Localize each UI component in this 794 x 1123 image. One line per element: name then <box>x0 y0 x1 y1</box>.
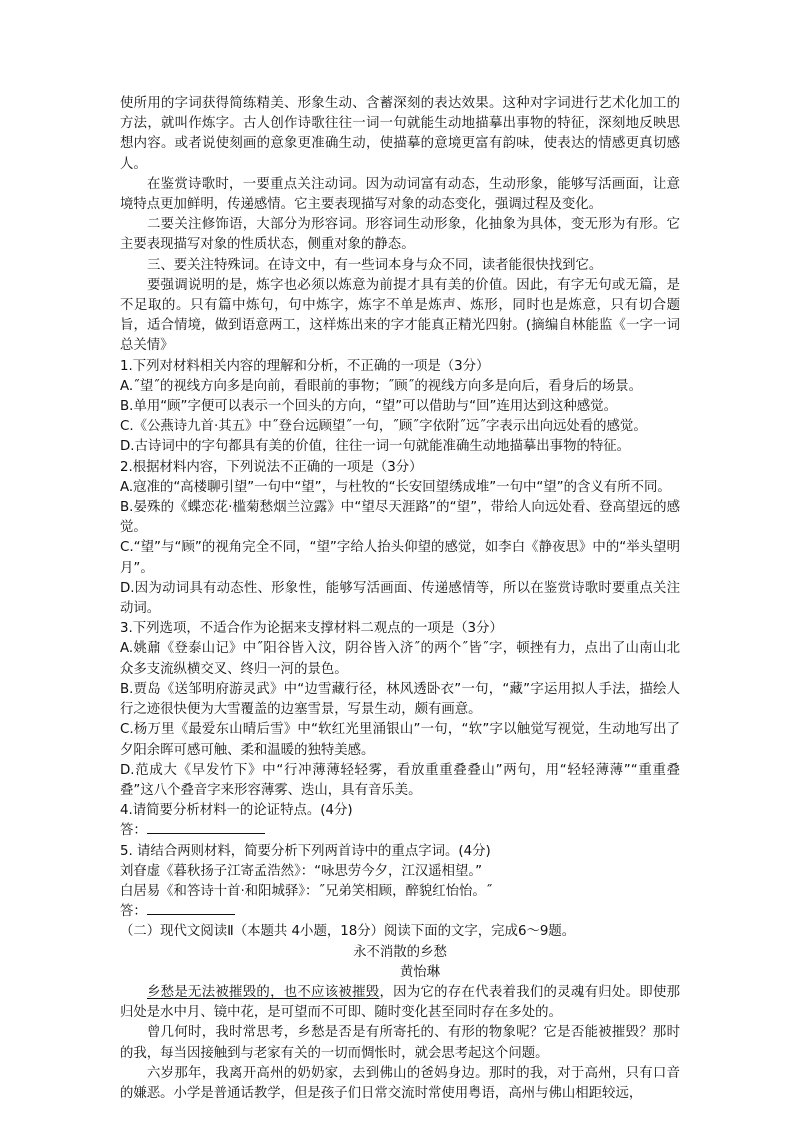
intro-paragraph-2: 在鉴赏诗歌时，一要重点关注动词。因为动词富有动态，生动形象，能够写活画面，让意境特点更加鲜明，传递感情。它主要表现描写对象的动态变化，强调过程及变化。 <box>120 176 680 213</box>
question-4-stem: 4.请简要分析材料一的论证特点。(4分) <box>120 803 353 819</box>
question-1-option-c: C.《公燕诗九首·其五》中˝登台远顾望˝一句，˝顾˝字依附˝远˝字表示出向远处看的感觉。 <box>120 419 647 435</box>
paragraph-text: ，因为它的存在代表着我们的灵魂有归处。即使那归处是水中月、镜中花，是可望而不可即、随时变化甚至同时存在多处的。 <box>120 984 681 1021</box>
question-2-option-d: D.因为动词具有动态性、形象性，能够写活画面、传递感情等，所以在鉴赏诗歌时要重点关注动词。 <box>120 580 680 617</box>
answer-label: 答： <box>120 823 147 839</box>
question-3-stem: 3.下列选项，不适合作为论据来支撑材料二观点的一项是（3分） <box>120 621 503 637</box>
section-2-header: （二）现代文阅读Ⅱ（本题共 4小题，18分）阅读下面的文字，完成6～9题。 <box>120 924 576 940</box>
question-4-answer-line <box>120 821 680 841</box>
intro-paragraph-1: 使所用的字词获得简练精美、形象生动、含蓄深刻的表达效果。这种对字词进行艺术化加工的方法，就叫作炼字。古人创作诗歌往往一词一句就能生动地描摹出事物的特征，深刻地反映思想内容。或者说使刻画的意象更准确生动，使描摹的意境更富有韵味，使表达的情感更真切感人。 <box>120 96 680 172</box>
document-page <box>120 94 680 1104</box>
question-3-option-c: C.杨万里《最爱东山晴后雪》中“软红光里涌银山”一句，“软”字以触觉写视觉，生动地写出了夕阳余晖可感可触、柔和温暖的独特美感。 <box>120 722 680 758</box>
question-5-poem-2: 白居易《和答诗十首·和阳城驿》：˝兄弟笑相顾，醉貌红怡怡。˝ <box>120 883 493 899</box>
article-paragraph-3: 六岁那年，我离开高州的奶奶家，去到佛山的爸妈身边。那时的我，对于高州，只有口音的嫌恶。小学是普通话教学，但是孩子们日常交流时常使用粤语，高州与佛山相距较远， <box>120 1065 680 1101</box>
question-2-option-b: B.晏殊的《蝶恋花·槛菊愁烟兰泣露》中“望尽天涯路”的“望”，带给人向远处看、登高望远的感觉。 <box>120 500 680 536</box>
question-2-stem: 2.根据材料内容，下列说法不正确的一项是（3分） <box>120 459 423 475</box>
underlined-sentence: 乡愁是无法被摧毁的，也不应该被摧毁 <box>147 984 380 1000</box>
question-1-option-a: A.˝望˝的视线方向多是向前，看眼前的事物；˝顾˝的视线方向多是向后，看身后的场景。 <box>120 378 643 394</box>
article-paragraph-1 <box>120 983 680 1023</box>
intro-paragraph-3: 二要关注修饰语，大部分为形容词。形容词生动形象，化抽象为具体，变无形为有形。它主要表现描写对象的性质状态，侧重对象的静态。 <box>120 217 680 253</box>
question-1-option-b: B.单用“顾”字便可以表示一个回头的方向，“望”可以借助与“回”连用达到这种感觉。 <box>120 399 617 415</box>
question-1-option-d: D.古诗词中的字句都具有美的价值，往往一词一句就能准确生动地描摹出事物的特征。 <box>120 439 631 455</box>
intro-paragraph-5: 要强调说明的是，炼字也必须以炼意为前提才具有美的价值。因此，有字无句或无篇，是不足取的。只有篇中炼句，句中炼字，炼字不单是炼声、炼形，同时也是炼意，只有切合题旨，适合情境，做到语意两工，这样炼出来的字才能真正精光四射。(摘编自林能监《一字一词总关情》 <box>120 277 680 354</box>
question-2-option-a: A.寇准的“高楼聊引望”一句中“望”，与杜牧的“长安回望绣成堆”一句中“望”的含义有所不同。 <box>120 479 671 495</box>
intro-paragraph-4: 三、要关注特殊词。在诗文中，有一些词本身与众不同，读者能很快找到它。 <box>147 257 603 273</box>
question-5-poem-1: 刘眘虚《暮秋扬子江寄孟浩然》：“咏思劳今夕，江汉遥相望。” <box>120 863 483 879</box>
question-5-answer-line <box>120 902 680 922</box>
article-author: 黄怡琳 <box>399 964 441 980</box>
article-title: 永不消散的乡愁 <box>353 944 447 960</box>
question-3-option-d: D.范成大《早发竹下》中“行冲薄薄轻轻雾，看放重重叠叠山”两句，用“轻轻薄薄”“重重叠叠”这八个叠音字来形容薄雾、迭山，具有音乐美。 <box>120 762 680 798</box>
question-2-option-c: C.“望”与“顾”的视角完全不同，“望”字给人抬头仰望的感觉，如李白《静夜思》中的“举头望明月”。 <box>120 540 680 576</box>
question-1-stem: 1.下列对材料相关内容的理解和分析，不正确的一项是（3分） <box>120 358 490 374</box>
answer-label: 答： <box>120 904 147 920</box>
question-5-stem: 5. 请结合两则材料，简要分析下列两首诗中的重点字词。(4分) <box>120 843 491 859</box>
question-3-option-a: A.姚鼐《登泰山记》中˝阳谷皆入汶，阴谷皆入济˝的两个˝皆˝字，顿挫有力，点出了山南山北众多支流纵横交叉、终归一河的景色。 <box>120 641 680 677</box>
article-paragraph-2: 曾几何时，我时常思考，乡愁是否是有所寄托的、有形的物象呢？它是否能被摧毁？那时的我，每当因接触到与老家有关的一切而惆怅时，就会思考起这个问题。 <box>120 1025 680 1061</box>
question-3-option-b: B.贾岛《送邹明府游灵武》中“边雪藏行径，林风透卧衣”一句，“藏”字运用拟人手法，描绘人行之迹很快便为大雪覆盖的边塞雪景，写景生动，颇有画意。 <box>120 681 680 718</box>
answer-blank[interactable] <box>147 902 235 915</box>
answer-blank[interactable] <box>147 821 265 834</box>
